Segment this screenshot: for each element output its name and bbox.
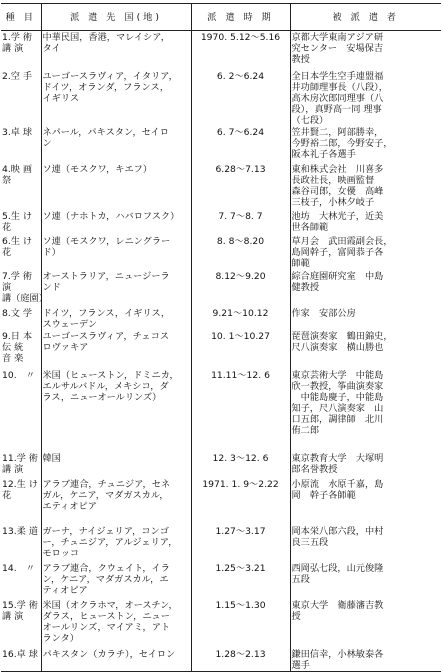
country-cell-line: ー，チュニジア，アルジェリア， bbox=[42, 536, 178, 548]
category-cell bbox=[1, 235, 41, 270]
category-cell-line: 講 演 bbox=[2, 463, 24, 475]
period-cell: 6. 2～6.24 bbox=[191, 70, 290, 126]
person-cell-line: 健教授 bbox=[291, 281, 320, 293]
category-cell-line: 祭 bbox=[2, 174, 12, 186]
category-cell bbox=[1, 70, 41, 126]
category-cell-line: 6.生 け bbox=[2, 235, 33, 247]
period-cell: 1.25～3.21 bbox=[191, 562, 290, 599]
category-cell bbox=[1, 369, 41, 452]
header-person: 被 派 遣 者 bbox=[290, 4, 441, 31]
category-cell bbox=[1, 330, 41, 369]
country-cell-line: モロッコ bbox=[42, 547, 80, 559]
category-cell-line: 演 bbox=[2, 281, 12, 293]
category-cell bbox=[1, 562, 41, 599]
person-cell-line: 尺八演奏家 横山勝也 bbox=[291, 341, 384, 353]
country-cell-line: ガーナ，ナイジェリア，コンゴ bbox=[42, 525, 169, 537]
country-cell-line: ティオピア bbox=[42, 584, 88, 596]
country-cell-line: ネパール，パキスタン，セイロ bbox=[42, 126, 169, 138]
country-cell bbox=[41, 163, 191, 210]
person-cell-line: 高木房次郎同理事（八 bbox=[291, 92, 384, 104]
person-cell-line: 口五郎，調律師 北川 bbox=[291, 413, 384, 425]
category-cell bbox=[1, 648, 41, 672]
country-cell bbox=[41, 525, 191, 562]
person-cell-line: 東京芸術大学 中能島 bbox=[291, 369, 384, 381]
category-cell-line: 12.生 け bbox=[2, 478, 38, 490]
period-cell: 10. 1～10.27 bbox=[191, 330, 290, 369]
country-cell bbox=[41, 235, 191, 270]
country-cell-line: ラス，ニューオールリンズ） bbox=[42, 391, 162, 403]
person-cell-line: 世各師範 bbox=[291, 221, 329, 233]
category-cell-line: 花 bbox=[2, 246, 12, 258]
country-cell-line: ソ連（モスクワ，キエフ） bbox=[42, 163, 153, 175]
country-cell-line: オールリンズ，マイアミ，アト bbox=[42, 621, 171, 633]
table-row bbox=[1, 235, 441, 270]
header-country: 派 遣 先 国(地) bbox=[41, 4, 191, 31]
country-cell-line: ンド bbox=[42, 281, 61, 293]
country-cell-line: ユーゴースラヴィア，チェコス bbox=[42, 330, 170, 342]
category-cell-line: 2.空 手 bbox=[2, 70, 33, 82]
person-cell-line: 鎌田信幸，小林敏泰各 bbox=[291, 648, 384, 660]
period-cell: 1.28～2.13 bbox=[191, 648, 290, 672]
person-cell-line: 東和株式会社 川喜多 bbox=[291, 163, 384, 175]
person-cell bbox=[290, 270, 441, 307]
person-cell-line: 草月会 武田霞副会長， bbox=[291, 235, 393, 247]
person-cell-line: 侑二郎 bbox=[291, 424, 320, 436]
country-cell bbox=[41, 307, 191, 330]
category-cell-line: 3.卓 球 bbox=[2, 126, 33, 138]
category-cell bbox=[1, 270, 48, 307]
category-cell-line: 講 演 bbox=[2, 43, 24, 54]
person-cell bbox=[290, 70, 441, 126]
country-cell bbox=[41, 31, 191, 70]
period-cell: 1.15～1.30 bbox=[191, 599, 290, 648]
person-cell-line: 今野裕二郎，今野安子， bbox=[291, 137, 393, 149]
period-cell: 8. 8～8.20 bbox=[191, 235, 290, 270]
person-cell-line: 東京教育大学 大塚明 bbox=[291, 452, 384, 464]
period-cell: 7. 7～8. 7 bbox=[191, 210, 290, 235]
country-cell-line: ユーゴースラヴィア，イタリア， bbox=[42, 70, 178, 82]
country-cell-line: 米国（ヒューストン，ドミニカ， bbox=[42, 369, 179, 381]
country-cell bbox=[41, 126, 191, 163]
table-row bbox=[1, 210, 441, 235]
country-cell bbox=[41, 562, 191, 599]
person-cell-line: 笠井賢二，阿部勝幸， bbox=[291, 126, 384, 138]
country-cell-line: パキスタン（カラチ），セイロン bbox=[42, 648, 176, 660]
category-cell-line: 11.学 術 bbox=[2, 452, 38, 464]
country-cell bbox=[41, 452, 191, 478]
person-cell bbox=[290, 163, 441, 210]
category-cell-line: 14. 〃 bbox=[2, 562, 35, 574]
country-cell-line: アラブ連合，チュニジア，セネ bbox=[42, 478, 171, 490]
category-cell-line: 講（庭園） bbox=[2, 292, 48, 304]
table-row bbox=[1, 307, 441, 330]
period-cell: 11.11～12. 6 bbox=[191, 369, 290, 452]
person-cell-line: 綜合庭園研究室 中島 bbox=[291, 270, 384, 282]
period-cell: 1971. 1. 9～2.22 bbox=[191, 478, 290, 525]
category-cell bbox=[1, 599, 41, 648]
table-row bbox=[1, 525, 441, 562]
country-cell-line: ン bbox=[42, 137, 52, 149]
table-row bbox=[1, 70, 441, 126]
category-cell-line: 4.映 画 bbox=[2, 163, 33, 175]
country-cell-line: 米国（オクラホマ，オースチン， bbox=[42, 599, 178, 611]
period-cell: 9.21～10.12 bbox=[191, 307, 290, 330]
header-category: 種 目 bbox=[1, 4, 41, 31]
header-period: 派 遣 時 期 bbox=[191, 4, 290, 31]
person-cell-line: 欣一教授，筝曲演奏家 bbox=[291, 380, 384, 392]
person-cell bbox=[290, 525, 441, 562]
person-cell-line: 西岡弘七段，山元俊隆 bbox=[291, 562, 384, 574]
person-cell bbox=[290, 31, 441, 70]
country-cell bbox=[41, 210, 191, 235]
country-cell-line: オーストラリア，ニュージーラ bbox=[42, 270, 170, 282]
table-row bbox=[1, 478, 441, 525]
person-cell-line: 井功師理事長（八段）， bbox=[291, 81, 388, 93]
table-row bbox=[1, 330, 441, 369]
country-cell bbox=[41, 70, 191, 126]
country-cell-line: 韓国 bbox=[42, 452, 61, 464]
person-cell bbox=[290, 562, 441, 599]
person-cell-line: 三枝子，小林夕岐子 bbox=[291, 196, 375, 208]
person-cell-line: 阪本礼子各選手 bbox=[291, 148, 356, 160]
category-cell-line: 8.文 学 bbox=[2, 307, 33, 319]
header-row bbox=[1, 4, 441, 31]
category-cell-line: 5.生 け bbox=[2, 210, 33, 222]
person-cell-line: 岡本栄八郎六段，中村 bbox=[291, 525, 384, 537]
country-cell bbox=[41, 330, 191, 369]
category-cell bbox=[1, 307, 41, 330]
person-cell bbox=[290, 452, 441, 478]
country-cell-line: ロヴァキア bbox=[42, 341, 89, 353]
country-cell-line: タイ bbox=[42, 43, 61, 54]
period-cell: 6.28～7.13 bbox=[191, 163, 290, 210]
category-cell-line: 10. 〃 bbox=[2, 369, 35, 381]
person-cell bbox=[290, 330, 441, 369]
person-cell-line: 選手 bbox=[291, 659, 310, 671]
country-cell-line: ド） bbox=[42, 246, 61, 258]
person-cell-line: 授 bbox=[291, 610, 301, 622]
table-body bbox=[1, 31, 441, 672]
category-cell bbox=[1, 478, 41, 525]
country-cell bbox=[41, 369, 191, 452]
person-cell bbox=[290, 126, 441, 163]
country-cell-line: ドイツ，フランス，イギリス， bbox=[42, 307, 171, 319]
country-cell-line: エティオピア bbox=[42, 500, 97, 512]
person-cell bbox=[290, 307, 441, 330]
person-cell-line: 長政社長，映画監督 bbox=[291, 174, 375, 186]
category-cell-line: 花 bbox=[2, 221, 12, 233]
table-row bbox=[1, 31, 441, 70]
person-cell-line: 段），真野高一同 理事 bbox=[291, 103, 382, 115]
country-cell-line: ン，ケニア，マダガスカル，エ bbox=[42, 573, 169, 585]
category-cell-line: 音 楽 bbox=[2, 352, 24, 364]
category-cell-line: 16.卓 球 bbox=[2, 648, 38, 660]
person-cell-line: 琵琶演奏家 鶴田錦史， bbox=[291, 330, 393, 342]
country-cell bbox=[41, 270, 191, 307]
dispatch-table bbox=[1, 3, 441, 672]
person-cell bbox=[290, 369, 441, 452]
person-cell-line: 知子，尺八演奏家 山 bbox=[291, 402, 384, 414]
period-cell: 12. 3～12. 6 bbox=[191, 452, 290, 478]
category-cell bbox=[1, 210, 41, 235]
country-cell-line: ダラス，ヒューストン，ニュー bbox=[42, 610, 170, 622]
country-cell-line: ドイツ，オランダ，フランス， bbox=[42, 81, 170, 93]
category-cell-line: 13.柔 道 bbox=[2, 525, 38, 537]
table-row bbox=[1, 599, 441, 648]
country-cell-line: ソ連（ナホトカ，ハバロフスク） bbox=[42, 210, 180, 222]
table-row bbox=[1, 163, 441, 210]
category-cell bbox=[1, 31, 41, 70]
category-cell-line: 7.学 術 bbox=[2, 270, 33, 282]
person-cell-line: 京都大学東南アジア研 bbox=[291, 32, 384, 43]
category-cell-line: 伝 統 bbox=[2, 341, 24, 353]
person-cell-line: 全日本学生空手連盟福 bbox=[291, 70, 384, 82]
table-row bbox=[1, 270, 441, 307]
country-cell bbox=[41, 648, 191, 672]
person-cell-line: 森谷司郎，女優 高峰 bbox=[291, 185, 384, 197]
category-cell bbox=[1, 163, 41, 210]
person-cell-line: 郎名誉教授 bbox=[291, 463, 338, 475]
person-cell-line: 究センター 安場保吉 bbox=[291, 43, 384, 54]
period-cell: 1970. 5.12～5.16 bbox=[191, 31, 290, 70]
category-cell bbox=[1, 452, 41, 478]
period-cell: 8.12～9.20 bbox=[191, 270, 290, 307]
table-row bbox=[1, 452, 441, 478]
country-cell-line: イギリス bbox=[42, 92, 80, 104]
table-row bbox=[1, 369, 441, 452]
category-cell-line: 1.学 術 bbox=[2, 32, 33, 43]
category-cell bbox=[1, 525, 41, 562]
person-cell-line: 小原流 水原千嘉，島 bbox=[291, 478, 384, 490]
person-cell bbox=[290, 648, 441, 672]
person-cell bbox=[290, 210, 441, 235]
country-cell-line: ランタ） bbox=[42, 632, 79, 644]
category-cell-line: 15.学 術 bbox=[2, 599, 38, 611]
person-cell-line: 中能島慶子，中能島 bbox=[291, 391, 384, 403]
person-cell-line: 良三五段 bbox=[291, 536, 329, 548]
person-cell-line: （七段） bbox=[291, 114, 329, 126]
country-cell-line: スウェーデン bbox=[42, 318, 98, 330]
country-cell-line: アラブ連合，クウェイト，イラ bbox=[42, 562, 170, 574]
country-cell-line: ガル，ケニア，マダガスカル， bbox=[42, 489, 169, 501]
country-cell-line: エルサルバドル，メキシコ，ダ bbox=[42, 380, 169, 392]
country-cell-line: 中華民国，香港，マレイシア， bbox=[42, 32, 170, 43]
period-cell: 6. 7～6.24 bbox=[191, 126, 290, 163]
table-row bbox=[1, 126, 441, 163]
person-cell bbox=[290, 235, 441, 270]
person-cell bbox=[290, 599, 441, 648]
category-cell-line: 花 bbox=[2, 489, 12, 501]
person-cell-line: 岡 幹子各師範 bbox=[291, 489, 356, 501]
person-cell-line: 作家 安部公房 bbox=[291, 307, 356, 319]
table-row bbox=[1, 562, 441, 599]
table-row bbox=[1, 648, 441, 672]
category-cell bbox=[1, 126, 41, 163]
person-cell-line: 教授 bbox=[291, 54, 310, 65]
person-cell-line: 島岡幹子，富岡恭子各 bbox=[291, 246, 384, 258]
person-cell-line: 五段 bbox=[291, 573, 310, 585]
person-cell-line: 師範 bbox=[291, 257, 310, 269]
period-cell: 1.27～3.17 bbox=[191, 525, 290, 562]
category-cell-line: 9.日 本 bbox=[2, 330, 33, 342]
category-cell-line: 講 演 bbox=[2, 610, 24, 622]
country-cell bbox=[41, 478, 191, 525]
country-cell bbox=[41, 599, 191, 648]
person-cell-line: 東京大学 衛藤瀋吉教 bbox=[291, 599, 384, 611]
person-cell-line: 池坊 大林光子，近美 bbox=[291, 210, 384, 222]
country-cell-line: ソ連（モスクワ，レニングラー bbox=[42, 235, 171, 247]
person-cell bbox=[290, 478, 441, 525]
